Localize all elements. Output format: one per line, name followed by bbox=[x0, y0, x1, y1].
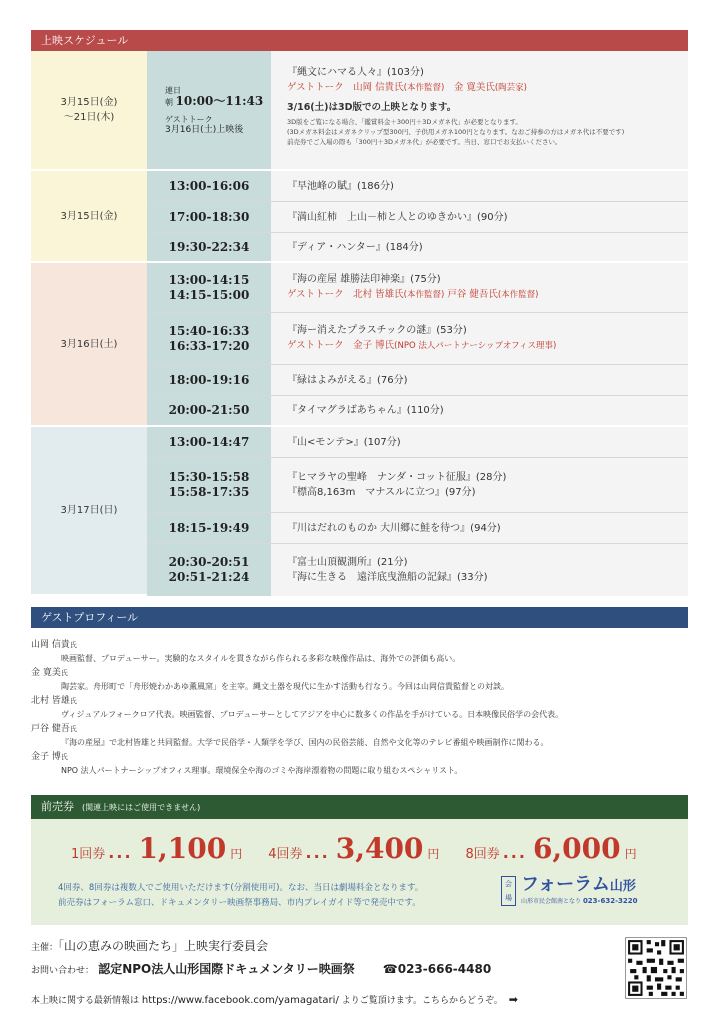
qr-code-icon[interactable] bbox=[625, 937, 687, 999]
film-title: 『緑はよみがえる』(76分) bbox=[287, 374, 408, 386]
date-label: 3月15日(金) bbox=[60, 97, 118, 108]
film-title: 『早池峰の賦』(186分) bbox=[287, 180, 394, 192]
ticket-panel bbox=[31, 819, 688, 925]
note-3d: 前売券でご入場の際も「300円＋3Dメガネ代」が必要です。当日、窓口でお支払いください。 bbox=[287, 138, 562, 146]
guest-name: 北村 皆雄氏 bbox=[31, 696, 77, 706]
facebook-link[interactable]: https://www.facebook.com/yamagatari/ bbox=[141, 995, 339, 1006]
schedule-row bbox=[147, 544, 688, 596]
note-3d: 3D版をご覧になる場合、「鑑賞料金＋300円＋3Dメガネ代」が必要となります。 bbox=[287, 118, 522, 126]
date-cell-1 bbox=[31, 51, 147, 171]
screening-time: 18:15-19:49 bbox=[168, 520, 250, 535]
screening-time: 14:15-15:00 bbox=[168, 287, 250, 302]
guest-desc: 陶芸家。舟形町で「舟形焼わかあゆ薫風窯」を主宰。縄文土器を現代に生かす活動も行なう。今回は山岡信貴監督との対談。 bbox=[61, 682, 509, 691]
venue-city: 山形 bbox=[609, 879, 636, 894]
schedule-row bbox=[147, 51, 688, 171]
venue-tel: 023-632-3220 bbox=[582, 897, 638, 905]
schedule-row bbox=[147, 263, 688, 313]
screening-time: 20:51-21:24 bbox=[168, 570, 250, 584]
venue-logo bbox=[501, 875, 637, 906]
screening-time: 18:00-19:16 bbox=[168, 372, 250, 387]
notice-3d: 3/16(土)は3D版での上映となります。 bbox=[287, 102, 457, 113]
guest-name: 金子 博氏 bbox=[31, 752, 68, 762]
date-cell-3 bbox=[31, 263, 147, 427]
guest-desc: NPO 法人パートナーシップオフィス理事。環境保全や海のゴミや海岸漂着物の問題に取り組むスペシャリスト。 bbox=[61, 766, 463, 775]
schedule-row bbox=[147, 513, 688, 544]
schedule-row bbox=[147, 313, 688, 365]
footer bbox=[31, 936, 621, 1011]
guest-profiles bbox=[31, 638, 691, 778]
guest-name: 戸谷 健吾氏 bbox=[31, 724, 77, 734]
contact-tel: ☎023-666-4480 bbox=[382, 962, 492, 976]
screening-time: 15:30-15:58 bbox=[168, 470, 250, 484]
ticket-notes: 4回券、8回券は複数人でご使用いただけます(分割使用可)。なお、当日は劇場料金となります。 前売券はフォーラム窓口、ドキュメンタリー映画祭事務局、市内プレイガイド等で発売中です。 bbox=[58, 883, 424, 908]
screening-time: 15:58-17:35 bbox=[168, 485, 250, 499]
film-title: 『海の産屋 雄勝法印神楽』(75分) bbox=[287, 274, 441, 285]
screening-time: 17:00-18:30 bbox=[168, 209, 250, 224]
schedule-row bbox=[147, 233, 688, 263]
note-3d: (3Dメガネ料金はメガネクリップ型300円、子供用メガネ100円となります。なおご持参の方はメガネ代は不要です) bbox=[287, 128, 625, 136]
guest-name: 山岡 信貴氏 bbox=[31, 640, 77, 650]
screening-time: 15:40-16:33 bbox=[168, 323, 250, 338]
film-title: 『海ー消えたプラスチックの謎』(53分) bbox=[287, 325, 467, 336]
date-label: 3月16日(土) bbox=[60, 338, 118, 350]
date-label: 3月15日(金) bbox=[60, 210, 118, 222]
schedule-row bbox=[147, 396, 688, 427]
schedule-row bbox=[147, 171, 688, 202]
venue-mark: 会場 bbox=[501, 876, 516, 906]
screening-time: 20:00-21:50 bbox=[168, 403, 250, 417]
film-title: 『海に生きる 遠洋底曳漁船の記録』(33分) bbox=[287, 572, 488, 583]
screening-time: 10:00〜11:43 bbox=[175, 94, 264, 108]
schedule-table bbox=[31, 51, 688, 596]
screening-time: 20:30-20:51 bbox=[168, 555, 250, 569]
schedule-row bbox=[147, 202, 688, 233]
schedule-header: 上映スケジュール bbox=[31, 30, 688, 51]
film-title: 『縄文にハマる人々』(103分) bbox=[287, 67, 424, 78]
date-cell-2 bbox=[31, 171, 147, 263]
film-title: 『川はだれのものか 大川郷に鮭を待つ』(94分) bbox=[287, 522, 501, 534]
film-title: 『満山紅柿 上山－柿と人とのゆきかい』(90分) bbox=[287, 211, 508, 223]
venue-address: 山形市民会館南となり bbox=[521, 898, 582, 905]
screening-time: 13:00-16:06 bbox=[168, 178, 250, 193]
guest-desc: 映画監督、プロデューサー。実験的なスタイルを貫きながら作られる多彩な映像作品は、海外での評価も高い。 bbox=[61, 654, 461, 663]
date-cell-4 bbox=[31, 427, 147, 596]
arrow-right-icon: ➡ bbox=[508, 993, 519, 1006]
venue-name: フォーラム bbox=[521, 874, 610, 895]
price-item: 1回券 ... 1,100 円 bbox=[71, 832, 243, 865]
screening-time: 13:00-14:47 bbox=[168, 434, 250, 449]
guest-talk: ゲストトーク 北村 皆雄氏(本作監督) 戸谷 健吾氏(本作監督) bbox=[287, 289, 539, 300]
price-item: 8回券 ... 6,000 円 bbox=[465, 832, 637, 865]
contact: お問い合わせ： 認定NPO法人山形国際ドキュメンタリー映画祭 ☎023-666-4480 bbox=[31, 962, 492, 976]
morning-label: 朝 bbox=[165, 98, 173, 107]
date-label: 〜21日(木) bbox=[63, 112, 115, 123]
guest-talk: ゲストトーク 金子 博氏(NPO 法人パートナーシップオフィス理事) bbox=[287, 340, 557, 351]
talk-time: 3月16日(土)上映後 bbox=[165, 125, 244, 135]
guest-name: 金 寛美氏 bbox=[31, 668, 68, 678]
film-title: 『富士山頂観測所』(21分) bbox=[287, 557, 408, 568]
schedule-row bbox=[147, 458, 688, 513]
film-title: 『ヒマラヤの聖峰 ナンダ・コット征服』(28分) bbox=[287, 472, 507, 483]
film-title: 『山<モンテ>』(107分) bbox=[287, 436, 401, 448]
organizer: 主催：「山の恵みの映画たち」上映実行委員会 bbox=[31, 939, 269, 953]
schedule-row bbox=[147, 427, 688, 458]
talk-label: ゲストトーク bbox=[165, 115, 213, 124]
screening-time: 19:30-22:34 bbox=[168, 239, 250, 254]
ticket-header: 前売券 (関連上映にはご使用できません) bbox=[31, 795, 688, 819]
date-label: 3月17日(日) bbox=[60, 505, 118, 516]
film-title: 『標高8,163m マナスルに立つ』(97分) bbox=[287, 487, 476, 498]
guest-desc: ヴィジュアルフォークロア代表。映画監督、プロデューサーとしてアジアを中心に数多くの作品を手がけている。日本映像民俗学の会代表。 bbox=[61, 710, 564, 719]
price-item: 4回券 ... 3,400 円 bbox=[268, 832, 440, 865]
price-list bbox=[71, 832, 663, 865]
info-line: 本上映に関する最新情報は https://www.facebook.com/yamagatari/ よりご覧頂けます。こちらからどうぞ。 ➡ bbox=[31, 990, 621, 1011]
schedule-row bbox=[147, 365, 688, 396]
daily-label: 連日 bbox=[165, 86, 181, 95]
guest-desc: 『海の産屋』で北村皆雄と共同監督。大学で民俗学・人類学を学び、国内の民俗芸能、自然や文化等のテレビ番組や映画制作に関わる。 bbox=[61, 738, 549, 747]
film-title: 『ディア・ハンター』(184分) bbox=[287, 241, 423, 253]
screening-time: 16:33-17:20 bbox=[168, 338, 250, 353]
guest-profile-header: ゲストプロフィール bbox=[31, 607, 688, 628]
guest-talk: ゲストトーク 山岡 信貴氏(本作監督) 金 寛美氏(陶芸家) bbox=[287, 82, 527, 93]
film-title: 『タイマグラばあちゃん』(110分) bbox=[287, 405, 444, 416]
screening-time: 13:00-14:15 bbox=[168, 272, 250, 287]
